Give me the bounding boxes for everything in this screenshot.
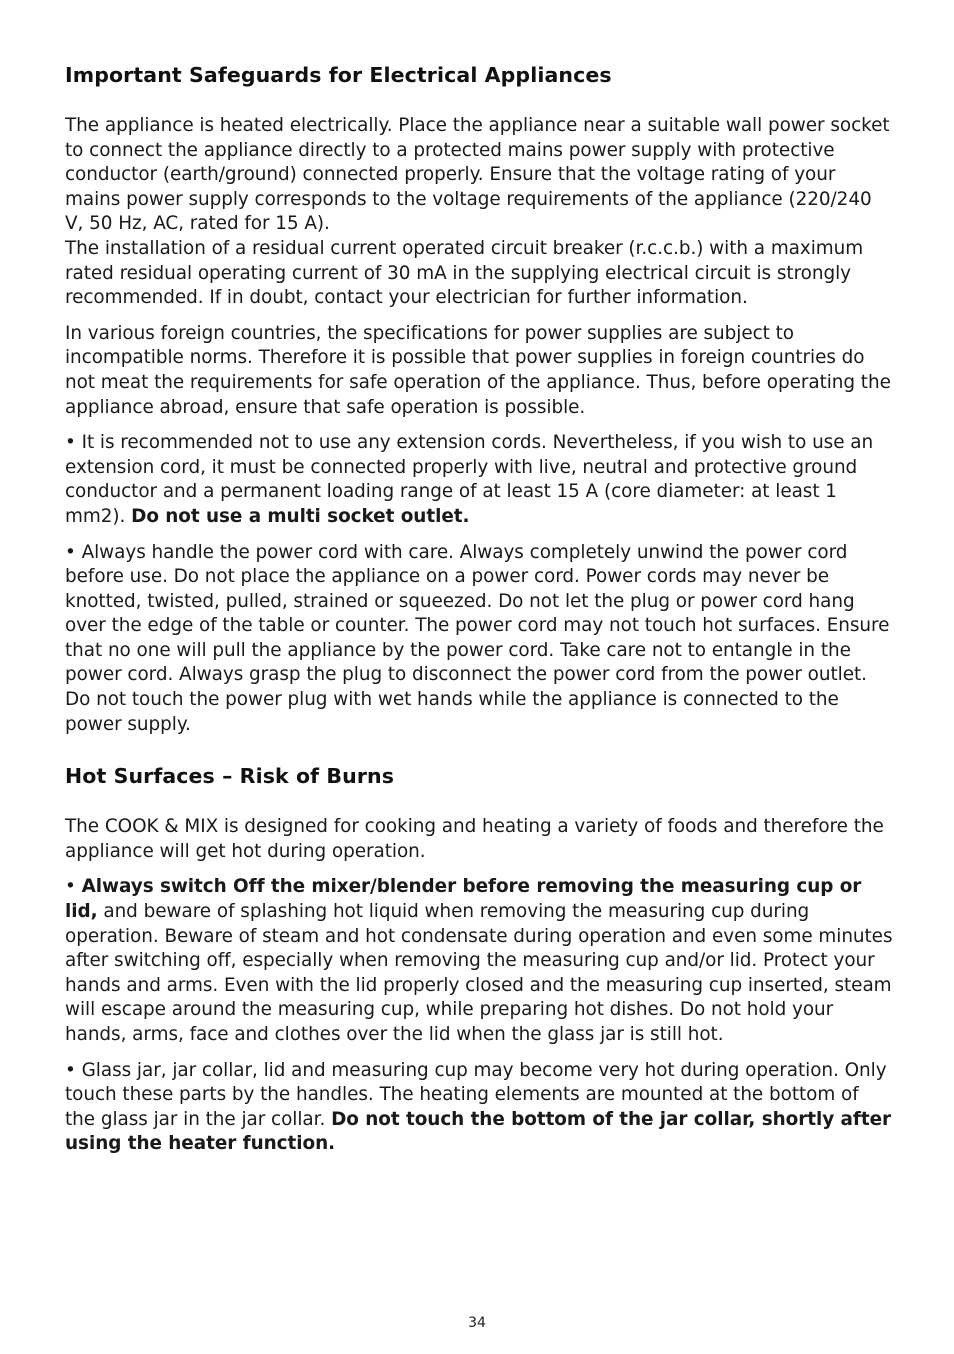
document-page: [65, 62, 893, 1168]
paragraph-rccb: The installation of a residual current operated circuit breaker (r.c.c.b.) with a maximum rated residual operating current of 30 mA in the supplying electrical circuit is strongly recommended. If in doubt, contact your electrician for further information.: [65, 237, 864, 309]
paragraph-cook-mix: The COOK & MIX is designed for cooking and heating a variety of foods and therefore the appliance will get hot during operation.: [65, 816, 884, 862]
switch-off-warning: Always switch Off the mixer/blender before removing the measuring cup or lid,: [65, 876, 862, 923]
paragraph-switch-off: [65, 875, 893, 1047]
section-heading-hot-surfaces: Hot Surfaces – Risk of Burns: [65, 764, 395, 789]
extension-cords-text: • It is recommended not to use any extension cords. Nevertheless, if you wish to use an extension cord, it must be connected properly with live, neutral and protective ground conductor and a permanent loading range of at least 15 A (core diameter: at least 1 mm2).: [65, 432, 874, 527]
glass-jar-text: • Glass jar, jar collar, lid and measuring cup may become very hot during operation. Only touch these parts by the handles. The heating elements are mounted at the bottom of the glass jar in the jar collar.: [65, 1059, 887, 1130]
switch-off-text: and beware of splashing hot liquid when removing the measuring cup during operation. Beware of steam and hot condensate during operation and even some minutes after switching off, especially when removing the measuring cup and/or lid. Protect your hands and arms. Even with the lid properly closed and the measuring cup inserted, steam will escape around the measuring cup, while preparing hot dishes. Do not hold your hands, arms, face and clothes over the lid when the glass jar is still hot.: [65, 901, 893, 1045]
paragraph-extension-cords: [65, 431, 893, 529]
glass-jar-warning: Do not touch the bottom of the jar collar, shortly after using the heater function.: [65, 1108, 892, 1155]
paragraph-foreign-countries: In various foreign countries, the specifications for power supplies are subject to incompatible norms. Therefore it is possible that power supplies in foreign countries do not meat the requirements for safe operation of the appliance. Thus, before operating the appliance abroad, ensure that safe operation is possible.: [65, 322, 891, 418]
paragraph-electrical-heating: The appliance is heated electrically. Place the appliance near a suitable wall power socket to connect the appliance directly to a protected mains power supply with protective conductor (earth/ground) connected properly. Ensure that the voltage rating of your mains power supply corresponds to the voltage requirements of the appliance (220/240 V, 50 Hz, AC, rated for 15 A).: [65, 115, 890, 235]
section-heading-electrical-safeguards: Important Safeguards for Electrical Appliances: [65, 63, 612, 87]
paragraph-glass-jar: [65, 1059, 893, 1157]
page-number: 34: [468, 1315, 486, 1331]
switch-off-bullet: •: [65, 876, 82, 898]
extension-cords-warning: Do not use a multi socket outlet.: [131, 505, 470, 527]
paragraph-power-cord: • Always handle the power cord with care. Always completely unwind the power cord before use. Do not place the appliance on a power cord. Power cords may never be knotted, twisted, pulled, strained or squeezed. Do not let the plug or power cord hang over the edge of the table or counter. The power cord may not touch hot surfaces. Ensure that no one will pull the appliance by the power cord. Take care not to entangle in the power cord. Always grasp the plug to disconnect the power cord from the power outlet. Do not touch the power plug with wet hands while the appliance is connected to the power supply.: [65, 541, 890, 735]
